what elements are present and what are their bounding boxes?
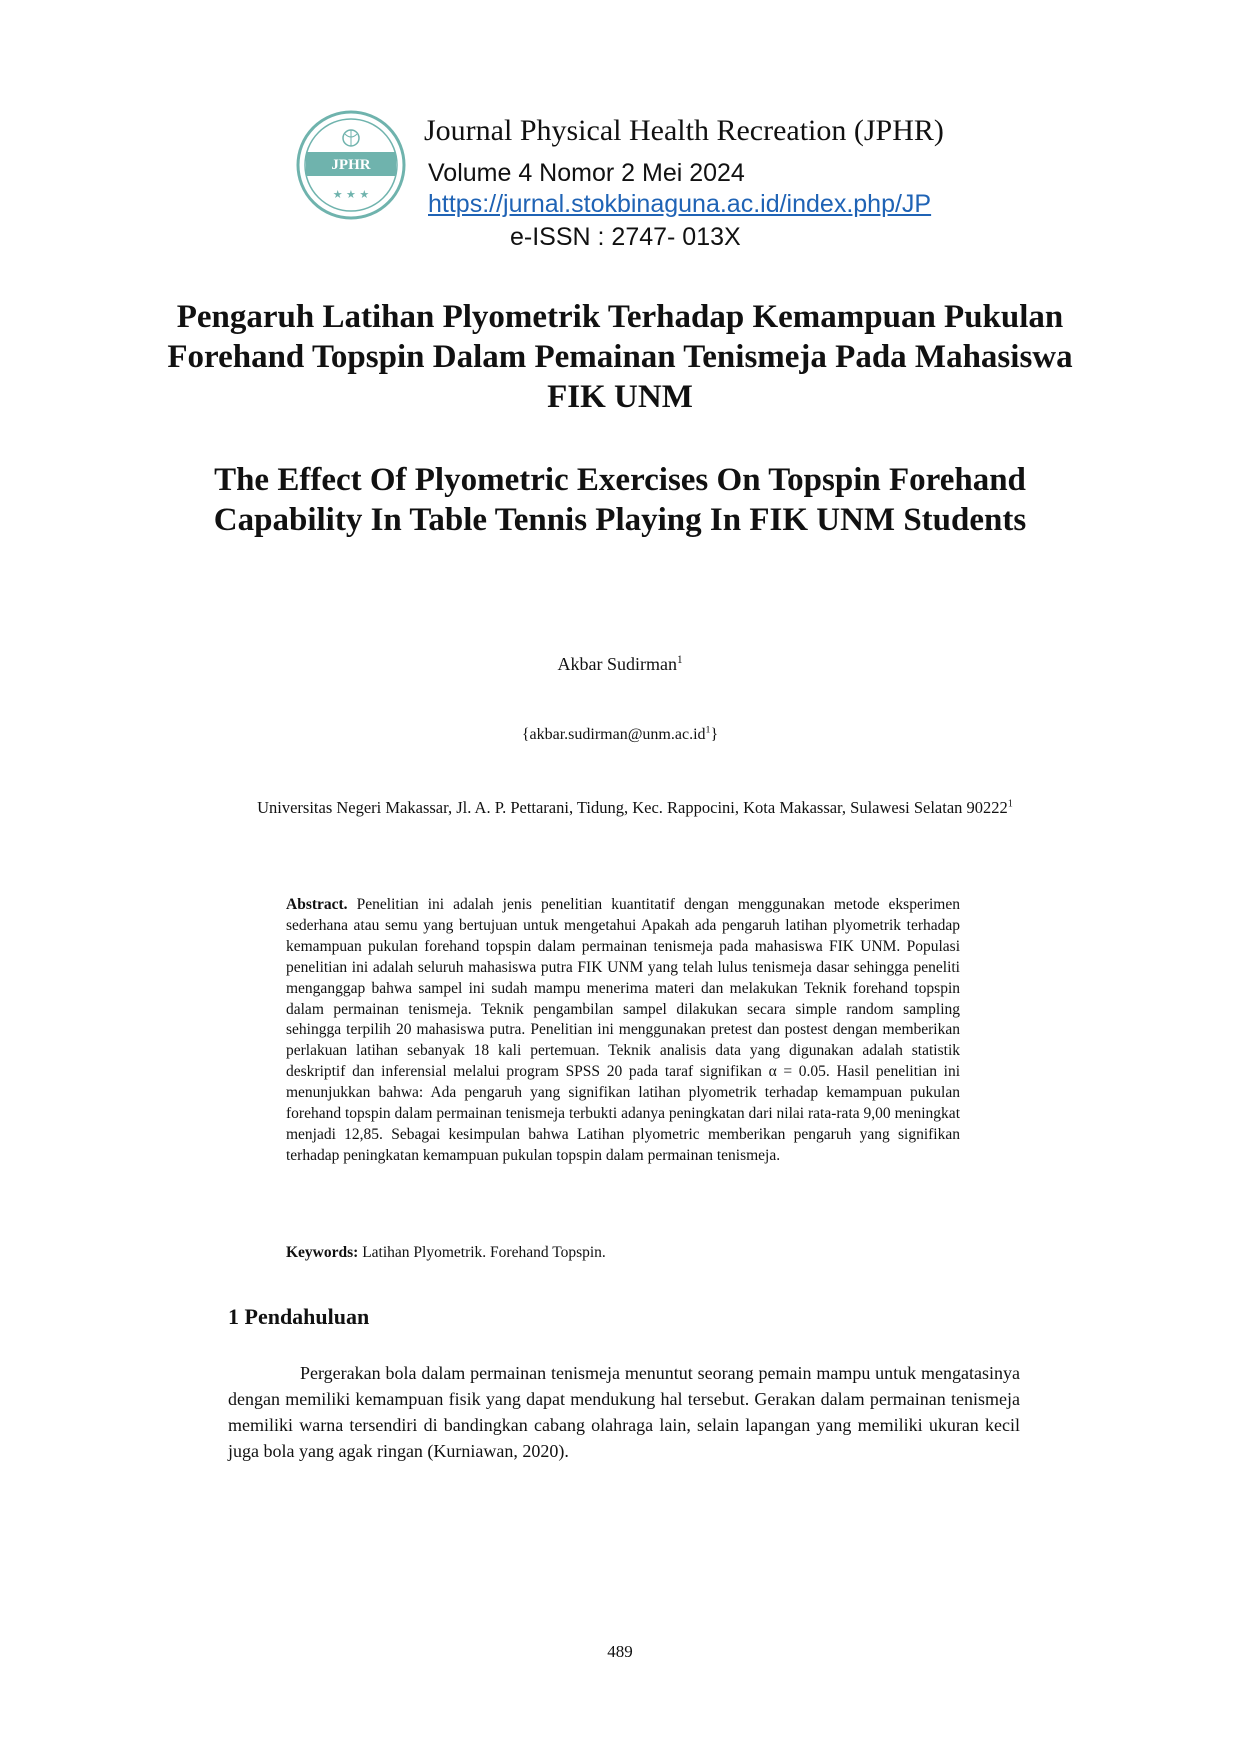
paper-title-english: The Effect Of Plyometric Exercises On Topspin Forehand Capability In Table Tennis Playing In FIK UNM Students (213, 462, 1027, 538)
journal-url-link[interactable]: https://jurnal.stokbinaguna.ac.id/index.php/JP (428, 190, 932, 218)
abstract (286, 895, 960, 1167)
affiliation-text: Universitas Negeri Makassar, Jl. A. P. Pettarani, Tidung, Kec. Rappocini, Kota Makassar, Sulawesi Selatan 90222 (257, 798, 1008, 817)
affiliation: Universitas Negeri Makassar, Jl. A. P. Pettarani, Tidung, Kec. Rappocini, Kota Makassar, Sulawesi Selatan 90222$^1$ (257, 798, 1013, 817)
intro-paragraph: Pergerakan bola dalam permainan tenismeja menuntut seorang pemain mampu untuk mengatasinya dengan memiliki kemampuan fisik yang dapat mendukung hal tersebut. Gerakan dalam permainan tenismeja memiliki warna tersendiri di bandingkan cabang olahraga lain, selain lapangan yang memiliki ukuran kecil juga bola yang agak ringan (Kurniawan, 2020). (228, 1363, 1020, 1461)
author-affiliation-marker: 1 (676, 654, 683, 666)
paper-title-indonesian: Pengaruh Latihan Plyometrik Terhadap Kemampuan Pukulan Forehand Topspin Dalam Pemainan Tenismeja Pada Mahasiswa FIK UNM (167, 299, 1073, 415)
journal-issn: e-ISSN : 2747- 013X (510, 223, 741, 251)
logo-text: JPHR (331, 157, 371, 173)
keywords (286, 1243, 960, 1263)
keywords-label: Keywords: (286, 1244, 359, 1261)
journal-logo (296, 110, 406, 220)
keywords-text: Latihan Plyometrik. Forehand Topspin. (362, 1244, 606, 1261)
logo-stars-icon: ★ ★ ★ (332, 188, 370, 201)
abstract-label: Abstract. (286, 896, 348, 913)
author (0, 654, 1240, 675)
journal-title: Journal Physical Health Recreation (JPHR) (424, 114, 944, 147)
abstract-text: Penelitian ini adalah jenis penelitian kuantitatif dengan menggunakan metode eksperimen sederhana atau semu yang bertujuan untuk mengetahui Apakah ada pengaruh latihan plyometrik terhadap kemampuan pukulan forehand topspin dalam permainan tenismeja pada mahasiswa FIK UNM. Populasi penelitian ini adalah seluruh mahasiswa putra FIK UNM yang telah lulus tenismeja dasar sehingga peneliti menganggap bahwa sampel ini sudah mampu menerima materi dan melakukan Teknik forehand topspin dalam permainan tenismeja. Teknik pengambilan sampel dilakukan secara simple random sampling sehingga terpilih 20 mahasiswa putra. Penelitian ini menggunakan pretest dan postest dengan memberikan perlakuan latihan sebanyak 18 kali pertemuan. Teknik analisis data yang digunakan adalah statistik deskriptif dan inferensial melalui program SPSS 20 pada taraf signifikan α = 0.05. Hasil penelitian ini menunjukkan bahwa: Ada pengaruh yang signifikan latihan plyometrik terhadap kemampuan pukulan forehand topspin dalam permainan tenismeja terbukti adanya peningkatan dari nilai rata-rata 9,00 meningkat menjadi 12,85. Sebagai kesimpulan bahwa Latihan plyometric memberikan pengaruh yang signifikan terhadap peningkatan kemampuan pukulan topspin dalam permainan tenismeja. (286, 896, 960, 1164)
section-heading: 1 Pendahuluan (228, 1304, 370, 1329)
author-name: Akbar Sudirman (557, 654, 677, 674)
author-email: $\{akbar.sudirman@unm.ac.id^1\}$ (521, 724, 719, 743)
email-address: akbar.sudirman@unm.ac.id (529, 726, 706, 743)
page-number: 489 (607, 1642, 633, 1661)
journal-volume: Volume 4 Nomor 2 Mei 2024 (428, 159, 745, 187)
